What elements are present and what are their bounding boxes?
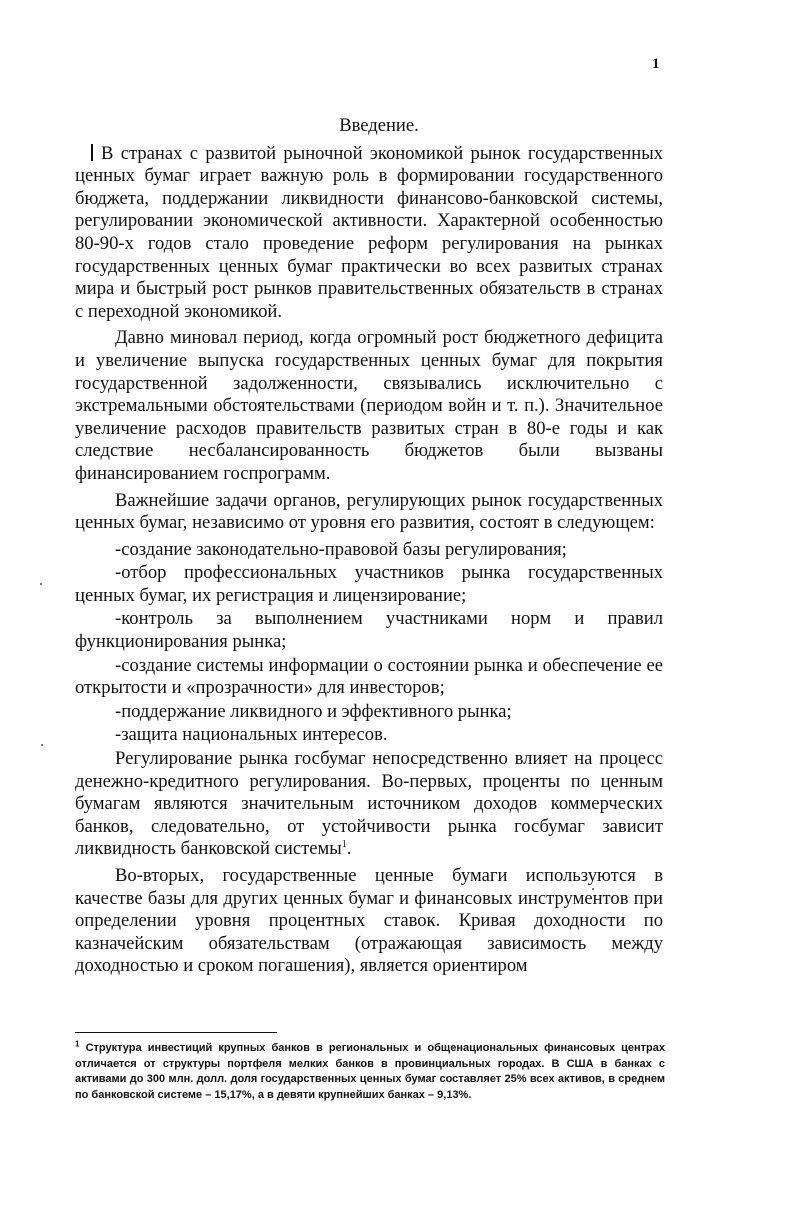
paragraph-monetary-regulation: Регулирование рынка госбумаг непосредственно влияет на процесс денежно-кредитного регулирования. Во-первых, проценты по ценным бумагам являются значительным источником доходов коммерческих банков, следовательно, от устойчивости рынка госбумаг зависит ликвидность банковской системы$^1$. <box>75 748 663 860</box>
paragraph-intro <box>75 143 663 324</box>
task-list-item: -контроль за выполнением участниками норм и правил функционирования рынка; <box>75 608 663 653</box>
task-list-item: -защита национальных интересов. <box>115 724 388 746</box>
document-body <box>75 115 663 982</box>
footnote-text: Структура инвестиций крупных банков в региональных и общенациональных финансовых центрах отличается от структуры портфеля мелких банков в провинциальных городах. В США в банках с активами до 300 млн. долл. доля государственных ценных бумаг составляет 25% всех активов, в среднем по банковской системе – 15,17%, а в девяти крупнейших банках – 9,13%. <box>75 1042 665 1101</box>
footnote-divider <box>75 1032 277 1033</box>
footnote-marker: 1 <box>75 1039 80 1049</box>
task-list-item: -поддержание ликвидного и эффективного рынка; <box>115 700 512 722</box>
scan-speck <box>41 744 43 746</box>
page-number: 1 <box>652 56 660 72</box>
text-cursor-mark <box>91 144 93 161</box>
task-list-item: -создание законодательно-правовой базы регулирования; <box>115 538 567 560</box>
paragraph-monetary-regulation-text: Регулирование рынка госбумаг непосредственно влияет на процесс денежно-кредитного регулирования. Во-первых, проценты по ценным бумагам являются значительным источником доходов коммерческих банков, следовательно, от устойчивости рынка госбумаг зависит ликвидность банковской системы <box>75 748 663 860</box>
paragraph-yield-curve: Во-вторых, государственные ценные бумаги используются в качестве базы для других ценных бумаг и финансовых инструментов при определении уровня процентных ставок. Кривая доходности по казначейским обязательствам (отражающая зависимость между доходностью и сроком погашения), является ориентиром <box>75 865 663 977</box>
paragraph-regulatory-tasks: Важнейшие задачи органов, регулирующих рынок государственных ценных бумаг, независимо от уровня его развития, состоят в следующем: <box>75 489 663 534</box>
footnote <box>75 1041 665 1103</box>
scan-speck <box>40 583 42 585</box>
footnote-reference[interactable]: 1 <box>341 839 347 851</box>
paragraph-intro-text: В странах с развитой рыночной экономикой рынок государственных ценных бумаг играет важную роль в формировании государственного бюджета, поддержании ликвидности финансово-банковской системы, регулировании экономической активности. Характерной особенностью 80-90-х годов стало проведение реформ регулирования на рынках государственных ценных бумаг практически во всех развитых странах мира и быстрый рост рынков правительственных обязательств в странах с переходной экономикой. <box>75 142 663 322</box>
task-list-item: -создание системы информации о состоянии рынка и обеспечение ее открытости и «прозрачности» для инвесторов; <box>75 654 663 699</box>
paragraph-budget-deficit: Давно миновал период, когда огромный рост бюджетного дефицита и увеличение выпуска государственных ценных бумаг для покрытия государственной задолженности, связывались исключительно с экстремальными обстоятельствами (периодом войн и т. п.). Значительное увеличение расходов правительств развитых стран в 80-е годы и как следствие несбалансированность бюджетов были вызваны финансированием госпрограмм. <box>75 327 663 484</box>
task-list-item: -отбор профессиональных участников рынка государственных ценных бумаг, их регистрация и лицензирование; <box>75 562 663 606</box>
document-title: Введение. <box>339 115 419 136</box>
